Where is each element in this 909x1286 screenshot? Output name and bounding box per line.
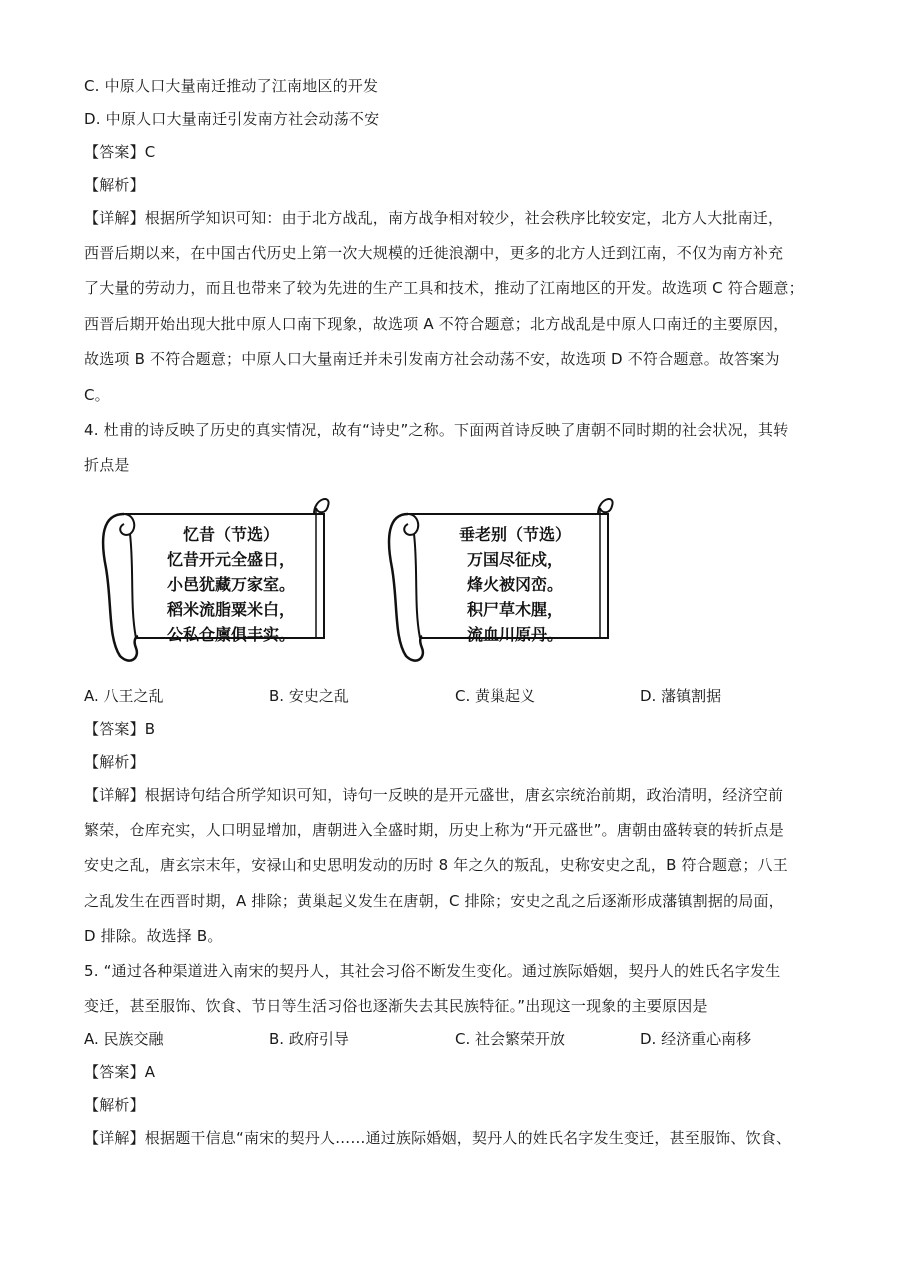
q5-stem-line: 变迁，甚至服饰、饮食、节日等生活习俗也逐渐失去其民族特征。”出现这一现象的主要原因是	[84, 997, 708, 1015]
q3-option-c: C. 中原人口大量南迁推动了江南地区的开发	[84, 77, 379, 95]
q4-answer: 【答案】B	[84, 720, 156, 738]
q3-detail-line: C。	[84, 386, 110, 404]
poem-title: 忆昔（节选）	[182, 525, 279, 544]
poem-line: 忆昔开元全盛日，	[166, 550, 295, 569]
q4-detail-line: 安史之乱，唐玄宗末年，安禄山和史思明发动的历时 8 年之久的叛乱，史称安史之乱，B 符合题意；八王	[84, 856, 788, 874]
q5-option-a: A. 民族交融	[84, 1030, 164, 1048]
q3-detail-line: 西晋后期以来，在中国古代历史上第一次大规模的迁徙浪潮中，更多的北方人迁到江南，不仅为南方补充	[84, 244, 784, 262]
q4-stem-line: 4. 杜甫的诗反映了历史的真实情况，故有“诗史”之称。下面两首诗反映了唐朝不同时期的社会状况，其转	[84, 421, 789, 439]
poem-line: 烽火被冈峦。	[466, 575, 563, 594]
q4-stem-line: 折点是	[84, 456, 130, 474]
poem-right-text	[426, 522, 604, 647]
poem-line: 积尸草木腥，	[466, 600, 563, 619]
q5-answer: 【答案】A	[84, 1063, 156, 1081]
poem-line: 稻米流脂粟米白，	[166, 600, 295, 619]
poem-scroll-right	[384, 488, 624, 664]
poem-scroll-left	[94, 488, 334, 664]
q5-option-d: D. 经济重心南移	[640, 1030, 752, 1048]
q4-option-d: D. 藩镇割据	[640, 687, 722, 705]
poem-line: 小邑犹藏万家室。	[166, 575, 295, 594]
poem-line: 流血川原丹。	[466, 625, 563, 644]
q3-detail-line: 【详解】根据所学知识可知：由于北方战乱，南方战争相对较少，社会秩序比较安定，北方人大批南迁，	[84, 209, 784, 227]
q5-analysis-label: 【解析】	[84, 1096, 145, 1114]
q3-detail-line: 故选项 B 不符合题意；中原人口大量南迁并未引发南方社会动荡不安，故选项 D 不符合题意。故答案为	[84, 350, 780, 368]
q3-analysis-label: 【解析】	[84, 176, 145, 194]
q4-option-a: A. 八王之乱	[84, 687, 164, 705]
q3-detail-line: 西晋后期开始出现大批中原人口南下现象，故选项 A 不符合题意；北方战乱是中原人口南迁的主要原因，	[84, 315, 789, 333]
poem-line: 公私仓廪俱丰实。	[166, 625, 295, 644]
q4-analysis-label: 【解析】	[84, 753, 145, 771]
poem-title: 垂老别（节选）	[458, 525, 571, 544]
q4-detail-line: 【详解】根据诗句结合所学知识可知，诗句一反映的是开元盛世，唐玄宗统治前期，政治清明，经济空前	[84, 786, 784, 804]
q5-option-b: B. 政府引导	[269, 1030, 349, 1048]
q5-option-c: C. 社会繁荣开放	[455, 1030, 566, 1048]
q5-stem-line: 5. “通过各种渠道进入南宋的契丹人，其社会习俗不断发生变化。通过族际婚姻，契丹人的姓氏名字发生	[84, 962, 781, 980]
q4-detail-line: D 排除。故选择 B。	[84, 927, 223, 945]
q5-detail-line: 【详解】根据题干信息“南宋的契丹人……通过族际婚姻，契丹人的姓氏名字发生变迁，甚至服饰、饮食、	[84, 1129, 792, 1147]
q3-answer: 【答案】C	[84, 143, 156, 161]
q4-detail-line: 之乱发生在西晋时期，A 排除；黄巢起义发生在唐朝，C 排除；安史之乱之后逐渐形成藩镇割据的局面，	[84, 892, 784, 910]
poem-line: 万国尽征戍，	[466, 550, 563, 569]
q4-option-c: C. 黄巢起义	[455, 687, 536, 705]
q4-detail-line: 繁荣，仓库充实，人口明显增加，唐朝进入全盛时期，历史上称为“开元盛世”。唐朝由盛转衰的转折点是	[84, 821, 784, 839]
q4-option-b: B. 安史之乱	[269, 687, 349, 705]
poem-left-text	[142, 522, 320, 647]
q3-option-d: D. 中原人口大量南迁引发南方社会动荡不安	[84, 110, 380, 128]
q3-detail-line: 了大量的劳动力，而且也带来了较为先进的生产工具和技术，推动了江南地区的开发。故选项 C 符合题意；	[84, 279, 804, 297]
